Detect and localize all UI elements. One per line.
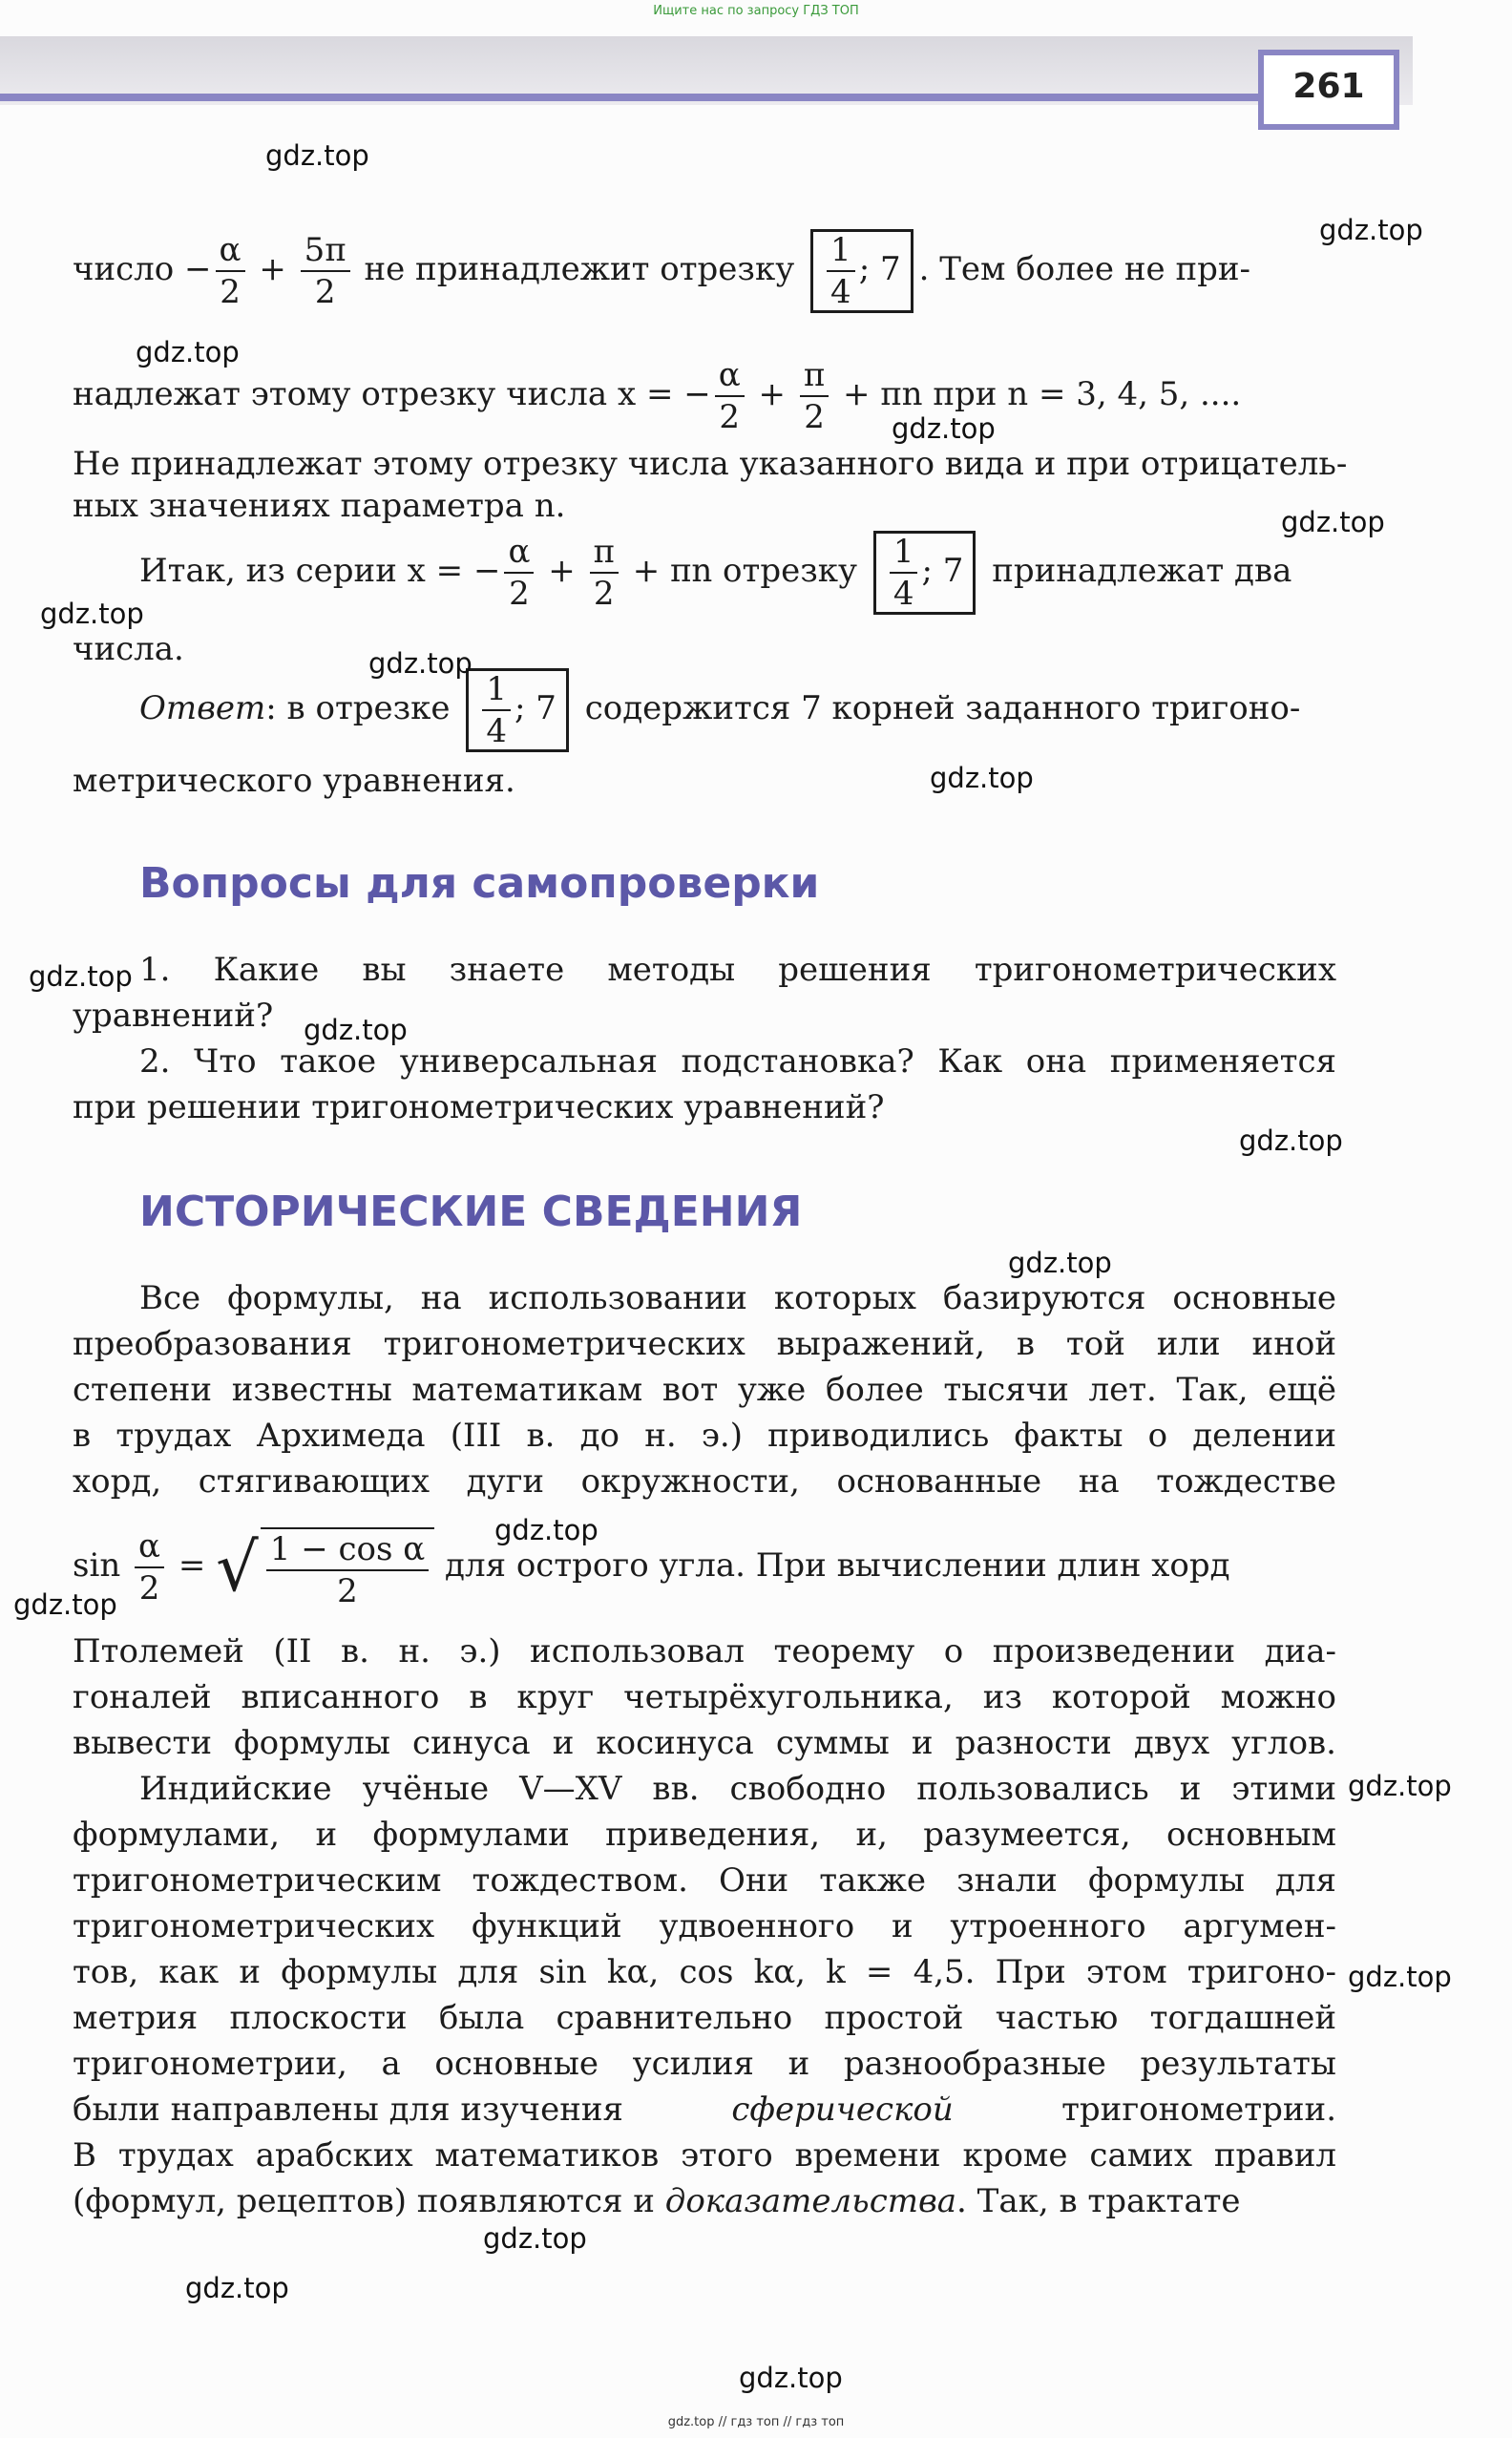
history-p3-line-5: тов, как и формулы для sin kα, cos kα, k = 4,5. При этом тригоно- [73, 1953, 1336, 1991]
interval-bracket: $\frac{1}{4}$ ; 7 [810, 229, 914, 313]
watermark-7: gdz.top [368, 647, 472, 680]
half-angle-formula-line: sin $\frac{\alpha}{2}$ = √ $\frac{\text{1 − cos α}}{2}$ для острого угла. При вычислении длин хорд [73, 1527, 1230, 1610]
history-p3-line-8: были направлены для изучения сферической тригонометрии. [73, 2091, 1336, 2129]
watermark-13: gdz.top [494, 1514, 598, 1546]
history-p1-line-2: преобразования тригонометрических выражений, в той или иной [73, 1325, 1336, 1363]
watermark-8: gdz.top [930, 762, 1034, 794]
question-2: 2. Что такое универсальная подстановка? Как она применяется [139, 1042, 1336, 1081]
watermark-1: gdz.top [265, 139, 369, 172]
watermark-15: gdz.top [1348, 1770, 1452, 1802]
watermark-18: gdz.top [185, 2272, 289, 2304]
watermark-16: gdz.top [1348, 1961, 1452, 1993]
history-p2-line-1: Птолемей (II в. н. э.) использовал теорему о произведении диа- [73, 1632, 1336, 1671]
history-p1-line-1: Все формулы, на использовании которых базируются основные [139, 1279, 1336, 1317]
question-2-cont: при решении тригонометрических уравнений? [73, 1088, 885, 1126]
fraction-alpha-2: $\frac{\alpha}{2}$ [216, 234, 245, 308]
radical-sign: √ [216, 1528, 259, 1607]
solution-line-6: числа. [73, 630, 184, 668]
fraction-5pi-2: $\frac{5\pi}{2}$ [301, 234, 350, 308]
solution-line-5: Итак, из серии x = − $\frac{\alpha}{2}$ + $\frac{\pi}{2}$ + πn отрезку $\frac{1}{4}$ ; 7 принадлежат два [139, 533, 1292, 613]
watermark-11: gdz.top [1239, 1124, 1343, 1157]
header-rule [0, 94, 1327, 101]
history-p3-line-4: тригонометрических функций удвоенного и утроенного аргумен- [73, 1907, 1336, 1945]
history-p3-line-1: Индийские учёные V—XV вв. свободно пользовались и этими [139, 1770, 1336, 1808]
watermark-4: gdz.top [892, 412, 996, 445]
watermark-10: gdz.top [304, 1014, 408, 1046]
history-p3-line-9: В трудах арабских математиков этого времени кроме самих правил [73, 2136, 1336, 2175]
footer-text: gdz.top // гдз топ // гдз топ [667, 2415, 845, 2429]
watermark-14: gdz.top [13, 1588, 117, 1621]
top-link-text: Ищите нас по запросу ГДЗ ТОП [653, 4, 859, 18]
watermark-9: gdz.top [29, 960, 133, 993]
question-1-cont: уравнений? [73, 997, 274, 1035]
watermark-5: gdz.top [1281, 506, 1385, 538]
solution-line-1: число − $\frac{\alpha}{2}$ + $\frac{5\pi}{2}$ не принадлежит отрезку $\frac{1}{4}$ ; 7 . Тем более не при- [73, 231, 1251, 311]
history-p2-line-3: вывести формулы синуса и косинуса суммы и разности двух углов. [73, 1724, 1336, 1762]
history-p1-line-4: в трудах Архимеда (III в. до н. э.) приводились факты о делении [73, 1417, 1336, 1455]
answer-label: Ответ [139, 689, 266, 727]
history-p1-line-3: степени известны математикам вот уже более тысячи лет. Так, ещё [73, 1371, 1336, 1409]
watermark-6: gdz.top [40, 598, 144, 630]
solution-line-3: Не принадлежат этому отрезку числа указанного вида и при отрицатель- [73, 445, 1348, 483]
questions-heading: Вопросы для самопроверки [139, 859, 820, 908]
answer-line: Ответ: в отрезке $\frac{1}{4}$ ; 7 содержится 7 корней заданного тригоно- [139, 670, 1301, 750]
page-number: 261 [1292, 67, 1365, 106]
history-p3-line-3: тригонометрическим тождеством. Они также знали формулы для [73, 1861, 1336, 1900]
solution-line-2: надлежат этому отрезку числа x = − $\frac{\alpha}{2}$ + $\frac{\pi}{2}$ + πn при n = 3, 4, 5, .... [73, 356, 1242, 436]
watermark-17: gdz.top [483, 2222, 587, 2255]
history-p3-line-6: метрия плоскости была сравнительно простой частью тогдашней [73, 1999, 1336, 2037]
watermark-19: gdz.top [739, 2362, 843, 2394]
history-p3-line-7: тригонометрии, а основные усилия и разнообразные результаты [73, 2045, 1336, 2083]
history-p2-line-2: гоналей вписанного в круг четырёхугольника, из которой можно [73, 1678, 1336, 1716]
watermark-2: gdz.top [1319, 214, 1423, 246]
question-1: 1. Какие вы знаете методы решения тригонометрических [139, 951, 1336, 989]
history-p3-line-2: формулами, и формулами приведения, и, разумеется, основным [73, 1816, 1336, 1854]
history-heading: ИСТОРИЧЕСКИЕ СВЕДЕНИЯ [139, 1187, 803, 1236]
history-p1-line-5: хорд, стягивающих дуги окружности, основанные на тождестве [73, 1462, 1336, 1501]
answer-line-2: метрического уравнения. [73, 762, 515, 800]
watermark-3: gdz.top [136, 336, 240, 368]
watermark-12: gdz.top [1008, 1247, 1112, 1279]
solution-line-4: ных значениях параметра n. [73, 487, 566, 525]
history-p3-line-10: (формул, рецептов) появляются и доказательства. Так, в трактате [73, 2182, 1241, 2220]
